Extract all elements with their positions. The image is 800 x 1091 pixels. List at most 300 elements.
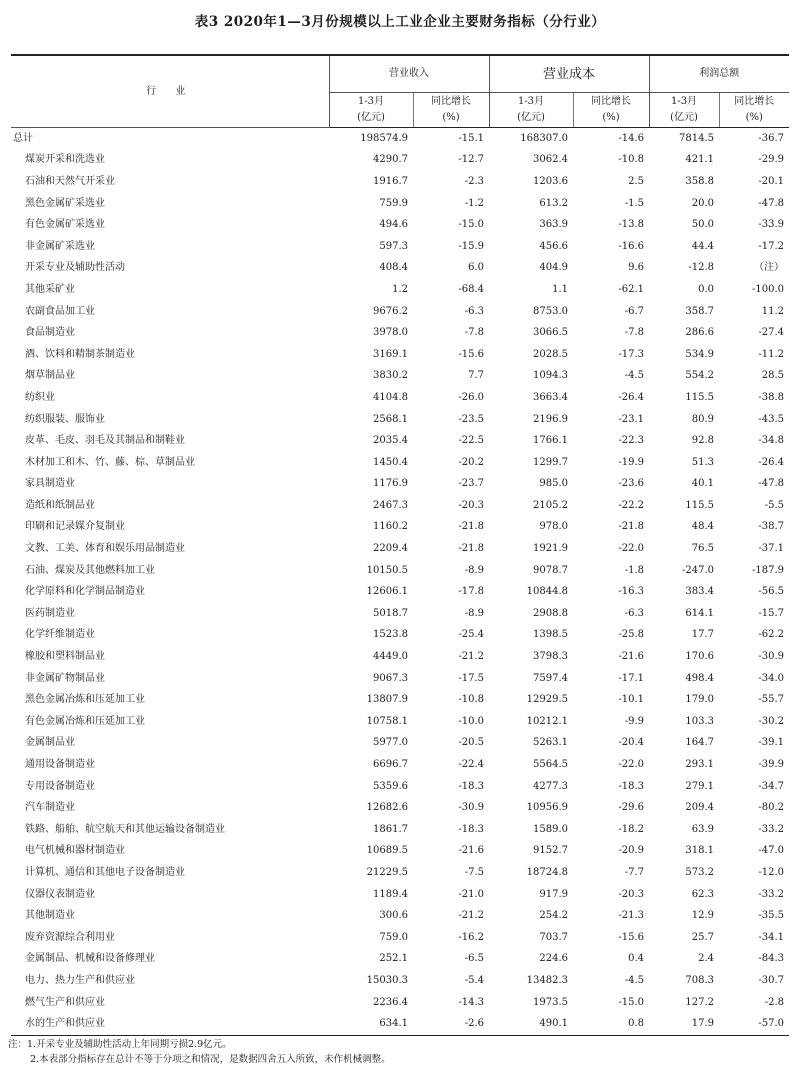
industry-name: 铁路、船舶、航空航天和其他运输设备制造业 [25,823,225,835]
revenue-growth: -30.9 [458,802,484,814]
cost-value: 456.6 [539,240,568,252]
profit-value: 286.6 [685,327,715,339]
cost-value: 404.9 [539,262,568,274]
revenue-growth: -8.9 [464,607,484,619]
cost-growth: -21.6 [618,651,645,663]
industry-name: 汽车制造业 [25,802,75,814]
profit-growth: -100.0 [752,283,785,295]
industry-name: 纺织服装、服饰业 [25,413,105,425]
revenue-growth: -25.4 [458,629,484,641]
profit-growth: 11.2 [761,305,785,317]
revenue-value: 2035.4 [373,435,408,447]
table-row [11,797,789,819]
table-row [11,560,789,582]
revenue-growth: -18.3 [458,780,484,792]
industry-name: 开采专业及辅助性活动 [25,262,125,274]
revenue-growth: -23.5 [458,413,484,425]
table-row [11,474,789,496]
revenue-growth: -68.4 [458,283,484,295]
cost-growth: -6.3 [624,607,645,619]
profit-value: 127.2 [685,996,715,1008]
profit-growth: -57.0 [719,1013,789,1035]
revenue-growth: -26.0 [458,391,484,403]
profit-growth: -43.5 [758,413,785,425]
cost-growth: -25.8 [618,629,645,641]
revenue-value: 759.0 [379,931,408,943]
industry-name: 有色金属冶炼和压延加工业 [25,715,145,727]
revenue-value: 1916.7 [373,175,408,187]
industry-name: 石油和天然气开采业 [25,175,115,187]
profit-value: 62.3 [691,888,715,900]
profit-value: 12.9 [691,910,715,922]
revenue-growth: -1.2 [464,197,484,209]
profit-growth: -5.5 [764,499,785,511]
cost-value: 2196.9 [533,413,568,425]
table-row [11,970,789,992]
cost-value: 224.6 [539,953,568,965]
cost-value: 3066.5 [533,327,568,339]
profit-value: 80.9 [691,413,715,425]
table-row [11,279,789,301]
profit-growth: （注） [754,262,785,274]
profit-value: 614.1 [685,607,715,619]
profit-growth: -47.8 [758,478,785,490]
profit-value: 7814.5 [679,132,715,144]
cost-value: 3062.4 [533,154,568,166]
revenue-value: 10758.1 [366,715,408,727]
cost-growth: -29.6 [618,802,645,814]
profit-value: 44.4 [691,240,715,252]
industry-name: 计算机、通信和其他电子设备制造业 [25,866,185,878]
revenue-value: 5018.7 [373,607,408,619]
table-row [11,625,789,647]
cost-value: 363.9 [539,219,568,231]
cost-value: 10844.8 [526,586,568,598]
profit-period-header: 1-3月 (亿元) [649,93,719,128]
table-row [11,992,789,1014]
revenue-value: 759.9 [379,197,408,209]
table-row [11,1013,789,1035]
table-row [11,754,789,776]
cost-growth-header: 同比增长 (%) [573,93,649,128]
revenue-value: 9067.3 [373,672,408,684]
cost-growth: -17.1 [618,672,645,684]
table-row [11,214,789,236]
revenue-value: 1160.2 [373,521,408,533]
cost-growth: 9.6 [628,262,645,274]
revenue-value: 1176.9 [373,478,408,490]
profit-growth: -37.1 [758,543,785,555]
profit-growth: -55.7 [758,694,785,706]
revenue-value: 252.1 [379,953,408,965]
table-row [11,884,789,906]
profit-growth: -62.2 [758,629,785,641]
profit-value: 358.8 [685,175,715,187]
profit-growth: -34.8 [758,435,785,447]
table-row [11,949,789,971]
table-row [11,689,789,711]
revenue-value: 1189.4 [373,888,408,900]
financial-indicators-table [11,54,789,1036]
table-row [11,301,789,323]
table-row [11,409,789,431]
profit-value: 0.0 [698,283,715,295]
cost-value: 613.2 [539,197,568,209]
revenue-growth: -2.3 [464,175,484,187]
cost-growth: -6.7 [624,305,645,317]
table-title: 表3 2020年1—3月份规模以上工业企业主要财务指标（分行业） [194,14,606,30]
table-row [11,927,789,949]
cost-value: 978.0 [539,521,568,533]
revenue-growth: -5.4 [464,974,484,986]
revenue-growth: -10.0 [458,715,484,727]
industry-name: 有色金属矿采选业 [25,219,105,231]
profit-value: 92.8 [691,435,715,447]
industry-name: 专用设备制造业 [25,780,95,792]
profit-growth: -39.9 [758,759,785,771]
revenue-growth: -15.1 [458,132,484,144]
profit-growth: -35.5 [758,910,785,922]
profit-growth-header: 同比增长 (%) [719,93,789,128]
cost-value: 254.2 [539,910,568,922]
revenue-value: 1.2 [392,283,408,295]
revenue-value: 4104.8 [373,391,408,403]
profit-growth: -30.2 [758,715,785,727]
table-row [11,387,789,409]
cost-value: 8753.0 [533,305,568,317]
cost-growth: -17.3 [618,348,645,360]
revenue-value: 4290.7 [373,154,408,166]
cost-growth: -22.0 [618,543,645,555]
revenue-growth: -21.6 [458,845,484,857]
industry-name: 印刷和记录媒介复制业 [25,521,125,533]
revenue-growth: -20.3 [458,499,484,511]
cost-growth: -1.5 [624,197,645,209]
cost-value: 168307.0 [520,132,568,144]
industry-name: 金属制品业 [25,737,75,749]
cost-value: 1.1 [552,283,568,295]
profit-value: 17.9 [649,1013,719,1035]
table-row [11,905,789,927]
industry-name: 造纸和纸制品业 [25,499,95,511]
profit-value: -12.8 [688,262,715,274]
cost-value: 2105.2 [533,499,568,511]
revenue-growth: 6.0 [468,262,484,274]
revenue-value: 408.4 [379,262,408,274]
table-row [11,128,789,150]
cost-value: 13482.3 [526,974,568,986]
table-row [11,236,789,258]
cost-growth: -15.0 [618,996,645,1008]
profit-value: 48.4 [691,521,715,533]
cost-growth: 0.8 [573,1013,649,1035]
profit-growth: -2.8 [764,996,785,1008]
industry-name: 黑色金属冶炼和压延加工业 [25,694,145,706]
table-row [11,646,789,668]
table-row [11,344,789,366]
table-row [11,430,789,452]
profit-growth: -17.2 [758,240,785,252]
revenue-growth: -18.3 [458,823,484,835]
profit-value: 179.0 [685,694,715,706]
revenue-value: 2236.4 [373,996,408,1008]
profit-growth: -30.7 [758,974,785,986]
revenue-value: 1861.7 [373,823,408,835]
revenue-value: 2568.1 [373,413,408,425]
cost-growth: 2.5 [628,175,645,187]
industry-name: 食品制造业 [25,327,75,339]
industry-name: 酒、饮料和精制茶制造业 [25,348,135,360]
cost-value: 490.1 [489,1013,573,1035]
cost-growth: 0.4 [628,953,645,965]
industry-name: 家具制造业 [25,478,75,490]
cost-growth: -26.4 [618,391,645,403]
revenue-growth: -21.0 [458,888,484,900]
table-row [11,258,789,280]
revenue-growth: -21.8 [458,543,484,555]
cost-growth: -13.8 [618,219,645,231]
profit-value: 421.1 [685,154,715,166]
revenue-growth: -2.6 [413,1013,489,1035]
cost-value: 10956.9 [526,802,568,814]
profit-growth: -33.9 [758,219,785,231]
revenue-value: 300.6 [379,910,408,922]
revenue-growth: -15.6 [458,348,484,360]
revenue-growth: -20.5 [458,737,484,749]
revenue-growth: -6.5 [464,953,484,965]
profit-growth: -15.7 [758,607,785,619]
cost-growth: -23.1 [618,413,645,425]
profit-value: 63.9 [691,823,715,835]
cost-value: 2908.8 [533,607,568,619]
profit-growth: -38.7 [758,521,785,533]
cost-value: 917.9 [539,888,568,900]
revenue-value: 21229.5 [366,866,408,878]
cost-value: 1766.1 [533,435,568,447]
revenue-growth: -20.2 [458,456,484,468]
table-row [11,538,789,560]
table-row [11,819,789,841]
revenue-growth: -22.5 [458,435,484,447]
profit-growth: -80.2 [758,802,785,814]
revenue-value: 10689.5 [366,845,408,857]
revenue-value: 1523.8 [373,629,408,641]
industry-name: 电气机械和器材制造业 [25,845,125,857]
cost-period-header: 1-3月 (亿元) [489,93,573,128]
profit-growth: -47.8 [758,197,785,209]
cost-growth: -20.3 [618,888,645,900]
revenue-growth-header: 同比增长 (%) [413,93,489,128]
cost-growth: -7.8 [624,327,645,339]
cost-growth: -1.8 [624,564,645,576]
revenue-growth: -21.2 [458,910,484,922]
cost-value: 9078.7 [533,564,568,576]
profit-growth: -39.1 [758,737,785,749]
profit-value: 554.2 [685,370,715,382]
revenue-period-header: 1-3月 (亿元) [329,93,413,128]
industry-name: 其他采矿业 [25,283,75,295]
revenue-growth: -23.7 [458,478,484,490]
revenue-value: 12682.6 [366,802,408,814]
cost-value: 985.0 [539,478,568,490]
revenue-value: 5359.6 [373,780,408,792]
profit-growth: -27.4 [758,327,785,339]
cost-value: 1398.5 [533,629,568,641]
profit-value: 293.1 [685,759,715,771]
revenue-value: 9676.2 [373,305,408,317]
cost-value: 5263.1 [533,737,568,749]
cost-growth: -20.4 [618,737,645,749]
table-row [11,452,789,474]
revenue-growth: -21.8 [458,521,484,533]
table-row [11,841,789,863]
profit-growth: -29.9 [758,154,785,166]
cost-growth: -4.5 [624,370,645,382]
revenue-value: 6696.7 [373,759,408,771]
industry-name: 黑色金属矿采选业 [25,197,105,209]
cost-growth: -9.9 [624,715,645,727]
cost-growth: -16.6 [618,240,645,252]
table-row [11,862,789,884]
industry-name: 非金属矿采选业 [25,240,95,252]
profit-value: 358.7 [685,305,715,317]
table-row [11,150,789,172]
cost-value: 1973.5 [533,996,568,1008]
cost-growth: -18.3 [618,780,645,792]
revenue-value: 198574.9 [360,132,408,144]
profit-value: 20.0 [691,197,715,209]
industry-name: 化学原料和化学制品制造业 [25,586,145,598]
revenue-value: 5977.0 [373,737,408,749]
table-row [11,776,789,798]
cost-value: 1203.6 [533,175,568,187]
revenue-value: 1450.4 [373,456,408,468]
revenue-value: 3978.0 [373,327,408,339]
revenue-value: 494.6 [379,219,408,231]
profit-value: 51.3 [691,456,715,468]
cost-value: 12929.5 [526,694,568,706]
revenue-header: 营业收入 [329,55,489,93]
revenue-growth: -17.8 [458,586,484,598]
cost-value: 10212.1 [526,715,568,727]
cost-value: 3798.3 [533,651,568,663]
cost-growth: -10.8 [618,154,645,166]
industry-name: 木材加工和木、竹、藤、棕、草制品业 [25,456,195,468]
profit-header: 利润总额 [649,55,789,93]
profit-value: 170.6 [685,651,715,663]
profit-growth: -33.2 [758,823,785,835]
revenue-growth: -17.5 [458,672,484,684]
cost-growth: -21.3 [618,910,645,922]
revenue-growth: -12.7 [458,154,484,166]
cost-value: 1299.7 [533,456,568,468]
cost-value: 9152.7 [533,845,568,857]
revenue-growth: -15.9 [458,240,484,252]
cost-growth: -22.3 [618,435,645,447]
revenue-value: 15030.3 [366,974,408,986]
revenue-growth: -15.0 [458,219,484,231]
profit-value: 164.7 [685,737,715,749]
cost-value: 7597.4 [533,672,568,684]
cost-value: 18724.8 [526,866,568,878]
profit-value: 17.7 [691,629,715,641]
profit-value: 318.1 [685,845,715,857]
industry-name: 文教、工美、体育和娱乐用品制造业 [25,543,185,555]
table-header [11,55,789,128]
profit-value: 25.7 [691,931,715,943]
industry-name: 非金属矿物制品业 [25,672,105,684]
profit-growth: -56.5 [758,586,785,598]
table-row [11,495,789,517]
revenue-growth: -6.3 [464,305,484,317]
cost-growth: -20.9 [618,845,645,857]
cost-growth: -23.6 [618,478,645,490]
revenue-value: 3169.1 [373,348,408,360]
cost-value: 1094.3 [533,370,568,382]
revenue-value: 2467.3 [373,499,408,511]
profit-value: 573.2 [685,866,715,878]
table-row [11,711,789,733]
cost-value: 4277.3 [533,780,568,792]
profit-value: 383.4 [685,586,715,598]
cost-header: 营业成本 [489,55,649,93]
profit-value: 40.1 [691,478,715,490]
cost-value: 703.7 [539,931,568,943]
profit-growth: -187.9 [752,564,785,576]
industry-name: 农副食品加工业 [25,305,95,317]
revenue-value: 4449.0 [373,651,408,663]
profit-growth: -11.2 [758,348,785,360]
profit-value: 708.3 [685,974,715,986]
profit-value: 115.5 [685,391,715,403]
revenue-value: 12606.1 [366,586,408,598]
industry-name: 医药制造业 [25,607,75,619]
table-row [11,366,789,388]
table-notes [8,1037,792,1067]
cost-growth: -62.1 [618,283,645,295]
note-1: 注：1.开采专业及辅助性活动上年同期亏损2.9亿元。 [8,1039,232,1050]
industry-name: 烟草制品业 [25,370,75,382]
table-body [11,128,789,1036]
industry-name: 其他制造业 [25,910,75,922]
industry-name: 煤炭开采和洗选业 [25,154,105,166]
industry-name: 纺织业 [25,391,55,403]
revenue-value: 3830.2 [373,370,408,382]
revenue-growth: -14.3 [458,996,484,1008]
revenue-growth: -10.8 [458,694,484,706]
profit-growth: -12.0 [758,866,785,878]
note-2: 2.本表部分指标存在总计不等于分项之和情况，是数据四舍五入所致，未作机械调整。 [30,1054,391,1065]
profit-growth: 28.5 [761,370,785,382]
profit-value: -247.0 [682,564,715,576]
revenue-growth: -7.5 [464,866,484,878]
revenue-value: 2209.4 [373,543,408,555]
revenue-growth: -21.2 [458,651,484,663]
cost-value: 3663.4 [533,391,568,403]
profit-growth: -30.9 [758,651,785,663]
industry-name: 皮革、毛皮、羽毛及其制品和制鞋业 [25,435,185,447]
industry-name: 仪器仪表制造业 [25,888,95,900]
profit-value: 50.0 [691,219,715,231]
revenue-growth: -22.4 [458,759,484,771]
profit-value: 498.4 [685,672,715,684]
industry-name: 废弃资源综合利用业 [25,931,115,943]
cost-growth: -21.8 [618,521,645,533]
cost-growth: -19.9 [618,456,645,468]
industry-name: 石油、煤炭及其他燃料加工业 [25,564,155,576]
industry-name: 化学纤维制造业 [25,629,95,641]
cost-growth: -7.7 [624,866,645,878]
